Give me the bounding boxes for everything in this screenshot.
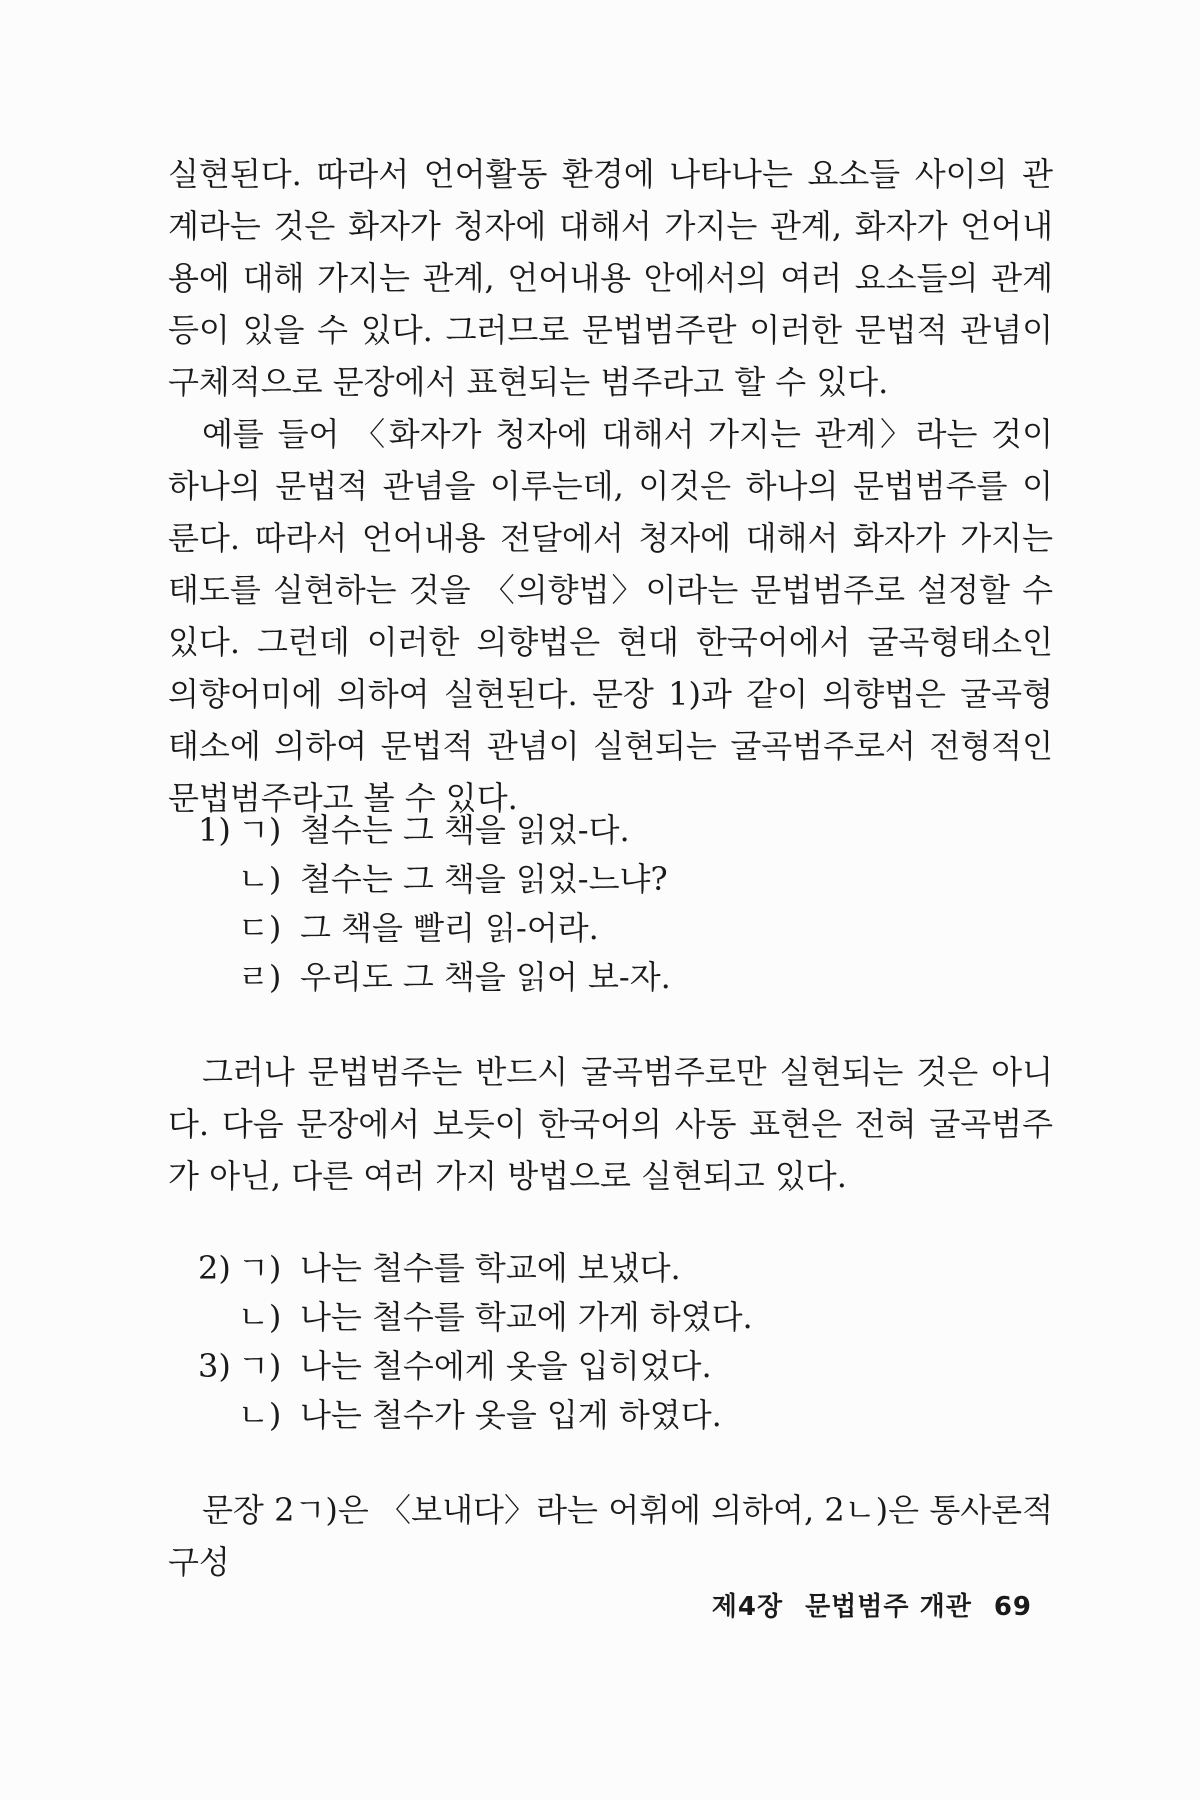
- paragraph-text: 예를 들어 〈화자가 청자에 대해서 가지는 관계〉라는 것이 하나의 문법적 관념을 이루는데, 이것은 하나의 문법범주를 이룬다. 따라서 언어내용 전달에서 청자에 대해서 화자가 가지는 태도를 실현하는 것을 〈의향법〉이라는 문법범주로 설정할 수 있다. 그런데 이러한 의향법은 현대 한국어에서 굴곡형태소인 의향어미에 의하여 실현된다. 문장 1)과 같이 의향법은 굴곡형태소에 의하여 문법적 관념이 실현되는 굴곡범주로서 전형적인 문법범주라고 볼 수 있다.: [168, 415, 1053, 817]
- example-marker: ㄴ): [238, 1396, 282, 1434]
- example-line: [198, 806, 1018, 855]
- example-text: 나는 철수를 학교에 가게 하였다.: [300, 1298, 753, 1336]
- example-line: [198, 904, 1018, 953]
- example-number: [198, 953, 238, 1002]
- example-number: [198, 1391, 238, 1440]
- example-number: [198, 1293, 238, 1342]
- example-marker: ㄹ): [238, 958, 282, 996]
- example-number: [198, 855, 238, 904]
- example-text: 나는 철수가 옷을 입게 하였다.: [300, 1396, 722, 1434]
- paragraph-mood-example: [168, 408, 1053, 824]
- page-number: 69: [993, 1592, 1032, 1622]
- example-line: [198, 1244, 1018, 1293]
- paragraph-text: 그러나 문법범주는 반드시 굴곡범주로만 실현되는 것은 아니다. 다음 문장에서 보듯이 한국어의 사동 표현은 전혀 굴곡범주가 아닌, 다른 여러 가지 방법으로 실현되고 있다.: [168, 1053, 1053, 1195]
- running-footer: [712, 1586, 1032, 1623]
- example-line: [198, 1391, 1018, 1440]
- paragraph-text: 문장 2ㄱ)은 〈보내다〉라는 어휘에 의하여, 2ㄴ)은 통사론적 구성: [168, 1491, 1053, 1581]
- example-sentences-1: [198, 806, 1018, 1002]
- example-line: [198, 1293, 1018, 1342]
- example-text: 철수는 그 책을 읽었-느냐?: [300, 860, 668, 898]
- example-text: 나는 철수를 학교에 보냈다.: [300, 1249, 681, 1287]
- example-number: 3): [198, 1347, 231, 1385]
- example-text: 나는 철수에게 옷을 입히었다.: [300, 1347, 712, 1385]
- example-marker: ㄴ): [238, 860, 282, 898]
- example-marker: ㄱ): [238, 1347, 282, 1385]
- example-marker: ㄱ): [238, 811, 282, 849]
- paragraph-causative: [168, 1046, 1053, 1202]
- example-number: 1): [198, 811, 231, 849]
- example-line: [198, 1342, 1018, 1391]
- chapter-label: 제4장: [711, 1592, 784, 1622]
- example-text: 그 책을 빨리 읽-어라.: [300, 909, 599, 947]
- paragraph-text: 실현된다. 따라서 언어활동 환경에 나타나는 요소들 사이의 관계라는 것은 화자가 청자에 대해서 가지는 관계, 화자가 언어내용에 대해 가지는 관계, 언어내용 안에서의 여러 요소들의 관계 등이 있을 수 있다. 그러므로 문법범주란 이러한 문법적 관념이 구체적으로 문장에서 표현되는 범주라고 할 수 있다.: [168, 155, 1053, 401]
- example-line: [198, 953, 1018, 1002]
- chapter-title: 문법범주 개관: [805, 1592, 972, 1622]
- example-text: 철수는 그 책을 읽었-다.: [300, 811, 630, 849]
- example-sentences-2-3: [198, 1244, 1018, 1440]
- example-marker: ㄷ): [238, 909, 282, 947]
- paragraph-continuation: [168, 148, 1053, 408]
- example-marker: ㄴ): [238, 1298, 282, 1336]
- example-number: 2): [198, 1249, 231, 1287]
- paragraph-closing: [168, 1484, 1053, 1588]
- example-text: 우리도 그 책을 읽어 보-자.: [300, 958, 671, 996]
- example-number: [198, 904, 238, 953]
- example-marker: ㄱ): [238, 1249, 282, 1287]
- example-line: [198, 855, 1018, 904]
